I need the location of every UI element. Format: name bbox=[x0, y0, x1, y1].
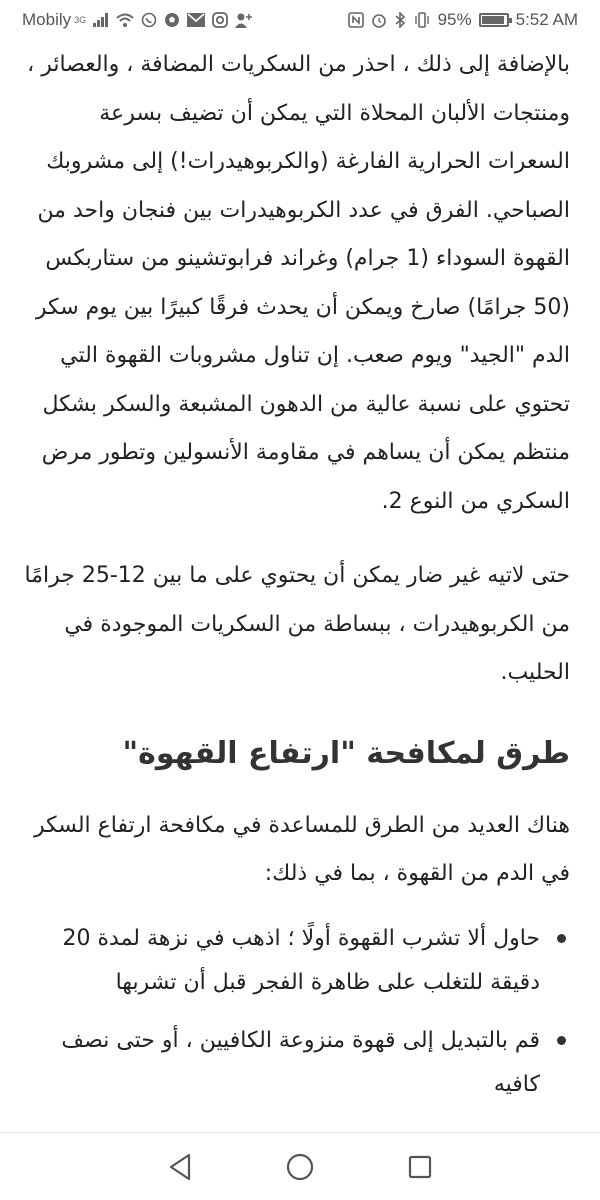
alarm-icon bbox=[371, 12, 387, 28]
bullet-icon bbox=[557, 1036, 566, 1045]
home-button[interactable] bbox=[280, 1147, 320, 1187]
list-item-text: حاول ألا تشرب القهوة أولًا ؛ اذهب في نزهة لمدة 20 دقيقة للتغلب على ظاهرة الفجر قبل أن تشربها bbox=[62, 925, 540, 995]
battery-icon bbox=[479, 13, 509, 27]
nfc-icon bbox=[348, 12, 364, 28]
wifi-icon bbox=[116, 13, 134, 27]
article-paragraph: حتى لاتيه غير ضار يمكن أن يحتوي على ما بين 12-25 جرامًا من الكربوهيدرات ، ببساطة من السكريات الموجودة في الحليب. bbox=[24, 563, 570, 685]
article-content[interactable] bbox=[0, 40, 600, 1132]
signal-icon bbox=[93, 13, 109, 27]
bullet-list bbox=[22, 917, 570, 1107]
article-paragraph: بالإضافة إلى ذلك ، احذر من السكريات المضافة ، والعصائر ، ومنتجات الألبان المحلاة التي يمكن أن تضيف بسرعة السعرات الحرارية الفارغة (والكربوهيدرات!) إلى مشروبك الصباحي. الفرق في عدد الكربوهيدرات بين فنجان واحد من القهوة السوداء (1 جرام) وغراند فرابوتشينو من ستاربكس (50 جرامًا) صارخ ويمكن أن يحدث فرقًا كبيرًا بين يوم سكر الدم "الجيد" ويوم صعب. إن تناول مشروبات القهوة التي تحتوي على نسبة عالية من الدهون المشبعة والسكر بشكل منتظم يمكن أن يساهم في مقاومة الأنسولين وتطور مرض السكري من النوع 2. bbox=[27, 52, 570, 514]
bullet-icon bbox=[557, 934, 566, 943]
network-type: 3G bbox=[74, 14, 87, 25]
status-left bbox=[22, 10, 253, 30]
article-paragraph: هناك العديد من الطرق للمساعدة في مكافحة ارتفاع السكر في الدم من القهوة ، بما في ذلك: bbox=[33, 812, 570, 886]
bluetooth-icon bbox=[394, 12, 406, 28]
back-button[interactable] bbox=[160, 1147, 200, 1187]
recents-button[interactable] bbox=[400, 1147, 440, 1187]
list-item-text: قم بالتبديل إلى قهوة منزوعة الكافيين ، أو حتى نصف كافيه bbox=[61, 1027, 540, 1097]
whatsapp-icon bbox=[141, 12, 157, 28]
football-icon bbox=[164, 12, 180, 28]
vibrate-icon bbox=[413, 12, 431, 28]
instagram-icon bbox=[212, 12, 228, 28]
list-item bbox=[22, 917, 540, 1005]
list-item bbox=[22, 1019, 540, 1107]
section-heading: طرق لمكافحة "ارتفاع القهوة" bbox=[122, 735, 570, 771]
battery-level bbox=[482, 16, 505, 24]
carrier-name: Mobily bbox=[22, 10, 72, 29]
circle-home-icon bbox=[285, 1152, 315, 1182]
mail-icon bbox=[187, 13, 205, 27]
battery-percent: 95% bbox=[437, 10, 472, 29]
status-right bbox=[348, 10, 578, 30]
navigation-bar bbox=[0, 1132, 600, 1200]
clock: 5:52 AM bbox=[515, 10, 578, 29]
triangle-back-icon bbox=[167, 1153, 193, 1181]
square-recents-icon bbox=[407, 1154, 433, 1180]
add-user-icon bbox=[235, 12, 253, 28]
status-bar bbox=[0, 0, 600, 40]
